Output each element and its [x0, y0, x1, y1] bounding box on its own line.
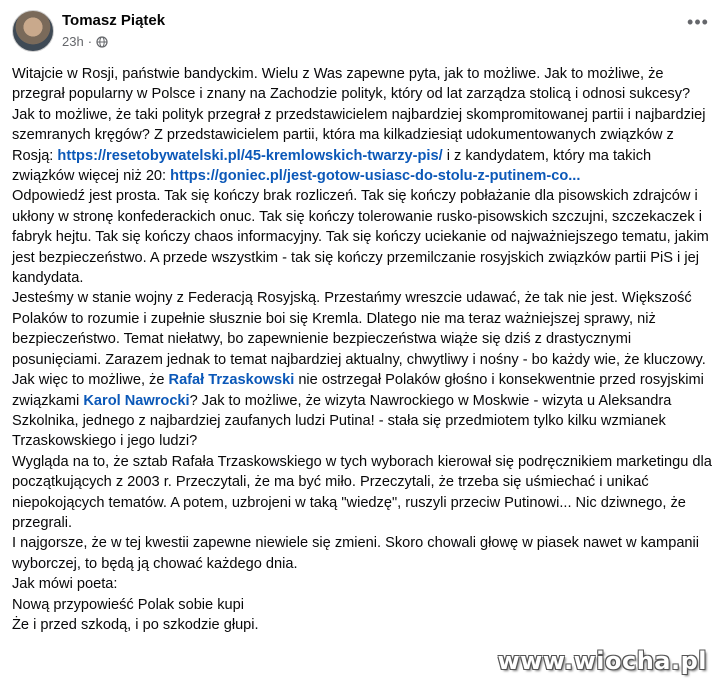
post-body [12, 64, 712, 635]
paragraph-text: i z kandydatem, który ma takich związków więcej niż 20: [12, 147, 652, 185]
link-resetobywatelski[interactable]: https://resetobywatelski.pl/45-kremlowskich-twarzy-pis/ [57, 147, 443, 164]
paragraph-text: Jak więc to możliwe, że [12, 372, 169, 389]
mention-karol-nawrocki[interactable]: Karol Nawrocki [83, 392, 190, 409]
paragraph-3: Jesteśmy w stanie wojny z Federacją Rosyjską. Przestańmy wreszcie udawać, że tak nie jest. Większość Polaków to rozumie i zupełnie słusznie boi się Kremla. Dlatego nie ma teraz ważniejszej sprawy, niż bezpieczeństwo. Temat niełatwy, bo zapewnienie bezpieczeństwa wiąże się dziś z drastycznymi posunięciami. Zarazem jednak to temat najbardziej aktualny, chwytliwy i nośny - bo każdy wie, że kluczowy. [12, 290, 706, 368]
mention-rafal-trzaskowski[interactable]: Rafał Trzaskowski [168, 372, 295, 389]
author-avatar[interactable] [12, 10, 54, 52]
paragraph-4 [12, 370, 712, 452]
link-goniec[interactable]: https://goniec.pl/jest-gotow-usiasc-do-stolu-z-putinem-co... [170, 168, 581, 185]
watermark: www.wiocha.pl [497, 647, 707, 675]
paragraph-6: I najgorsze, że w tej kwestii zapewne niewiele się zmieni. Skoro chowali głowę w piasek nawet w kampanii wyborczej, to będą ją chować każdego dnia. [12, 535, 700, 572]
paragraph-5: Wygląda na to, że sztab Rafała Trzaskowskiego w tych wyborach kierował się podręcznikiem marketingu dla początkujących z 2003 r. Przeczytali, że ma być miło. Przeczytali, że trzeba się uśmiechać i unikać niepokojących tematów. A potem, uzbrojeni w taką "wiedzę", ruszyli przeciw Putinowi... Nic dziwnego, że przegrali. [12, 453, 712, 531]
post-meta [62, 34, 108, 49]
paragraph-2: Odpowiedź jest prosta. Tak się kończy brak rozliczeń. Tak się kończy pobłażanie dla pisowskich zdrajców i ukłony w stronę konfederackich onuc. Tak się kończy tolerowanie rusko-pisowskich szczujni, szczekaczek i fabryk hejtu. Tak się kończy chaos informacyjny. Tak się kończy uciekanie od najważniejszego tematu, jakim jest bezpieczeństwo. A przede wszystkim - tak się kończy przemilczanie rosyjskich związków partii PiS i jej kandydata. [12, 188, 709, 287]
post-header [12, 10, 712, 56]
paragraph-1 [12, 64, 712, 186]
paragraph-text: nie ostrzegał Polaków głośno i konsekwentnie przed rosyjskimi związkami [12, 372, 704, 409]
paragraph-text: Witajcie w Rosji, państwie bandyckim. Wielu z Was zapewne pyta, jak to możliwe. Jak to możliwe, że przegrał popularny w Polsce i znany na Zachodzie polityk, który od lat zarządza stolicą i odnosi sukcesy? Jak to możliwe, że taki polityk przegrał z przedstawicielem najbardziej skompromitowanej partii i najbardziej szemranych kręgów? Z przedstawicielem partii, która ma kilkadziesiąt udokumentowanych związków z Rosją: [12, 66, 706, 164]
author-name[interactable]: Tomasz Piątek [62, 12, 166, 29]
globe-icon[interactable] [96, 36, 108, 48]
poem-line-2: Że i przed szkodą, i po szkodzie głupi. [12, 616, 259, 633]
paragraph-7: Jak mówi poeta: [12, 576, 118, 593]
poem-line-1: Nową przypowieść Polak sobie kupi [12, 596, 244, 613]
more-options-button[interactable]: ••• [687, 12, 709, 32]
post-time[interactable]: 23h [62, 34, 84, 49]
paragraph-text: ? Jak to możliwe, że wizyta Nawrockiego w Moskwie - wizyta u Aleksandra Szkolnika, jednego z najbardziej zaufanych ludzi Putina! - stała się przedmiotem tylko kilku wzmianek Trzaskowskiego i jego ludzi? [12, 392, 672, 450]
meta-separator: · [87, 34, 93, 49]
